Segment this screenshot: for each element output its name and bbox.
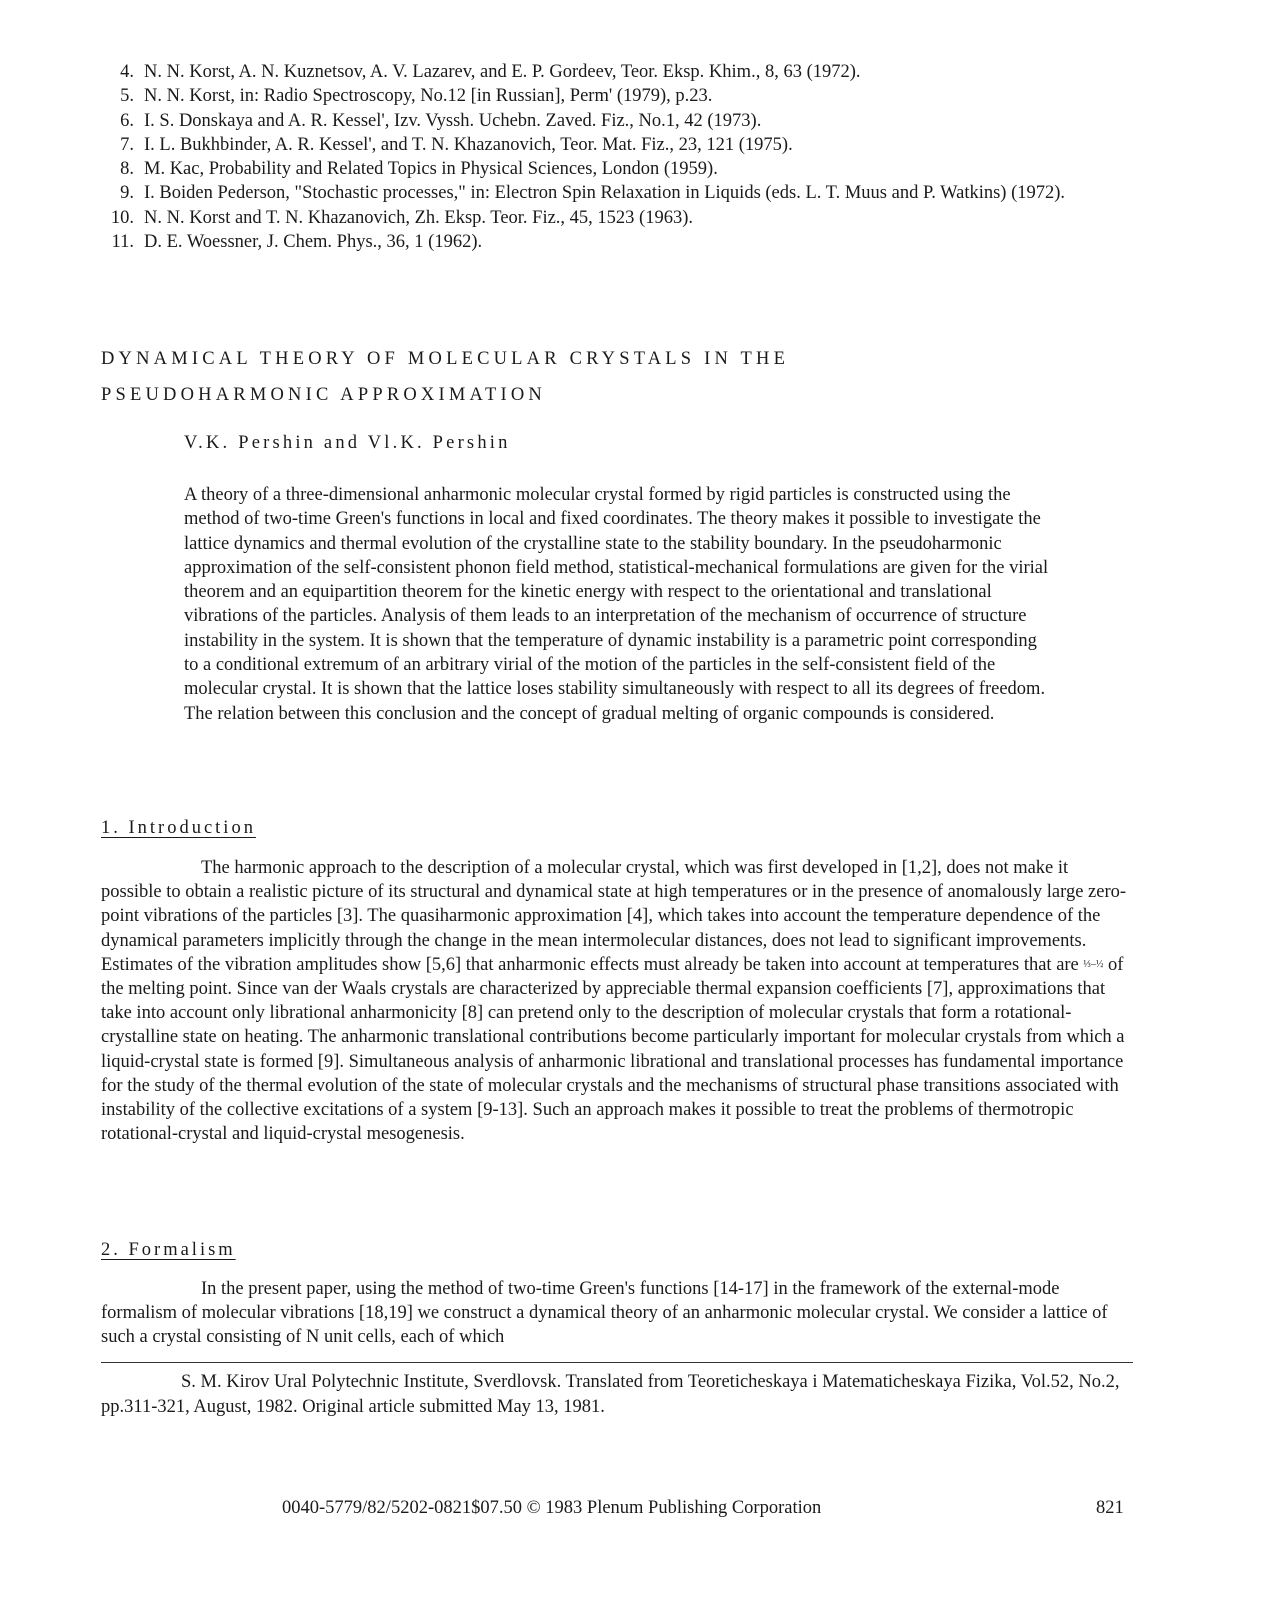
fraction-range: ⅓–½ <box>1083 958 1104 970</box>
reference-item: 8. M. Kac, Probability and Related Topics in Physical Sciences, London (1959). <box>120 159 718 180</box>
abstract-text: A theory of a three-dimensional anharmonic molecular crystal formed by rigid particles is constructed using the method of two-time Green's functions in local and fixed coordinates. The theory makes it possible to investigate the lattice dynamics and thermal evolution of the crystalline state to the stability boundary. In the pseudoharmonic approximation of the self-consistent phonon field method, statistical-mechanical formulations are given for the virial theorem and an equipartition theorem for the kinetic energy with respect to the orientational and translational vibrations of the particles. Analysis of them leads to an interpretation of the mechanism of occurrence of structure instability in the system. It is shown that the temperature of dynamic instability is a parametric point corresponding to a conditional extremum of an arbitrary virial of the motion of the particles in the self-consistent field of the molecular crystal. It is shown that the lattice loses stability simultaneously with respect to all its degrees of freedom. The relation between this conclusion and the concept of gradual melting of organic compounds is considered. <box>184 485 1049 724</box>
page-number: 821 <box>1096 1498 1124 1518</box>
reference-item: 4. N. N. Korst, A. N. Kuznetsov, A. V. Lazarev, and E. P. Gordeev, Teor. Eksp. Khim., 8, 63 (1972). <box>120 62 861 82</box>
section-heading-introduction: 1. Introduction <box>101 818 256 838</box>
reference-item: 5. N. N. Korst, in: Radio Spectroscopy, No.12 [in Russian], Perm' (1979), p.23. <box>120 86 713 107</box>
reference-list <box>104 60 1134 254</box>
article-title-line-2: PSEUDOHARMONIC APPROXIMATION <box>101 385 546 405</box>
section-heading-formalism: 2. Formalism <box>101 1240 236 1260</box>
introduction-text-part-b: of the melting point. Since van der Waals crystals are characterized by appreciable thermal expansion coefficients [7], approximations that take into account only librational anharmonicity [8] can pretend only to the description of molecular crystals that form a rotational-crystalline state on heating. The anharmonic translational contributions become particularly important for molecular crystals from which a liquid-crystal state is formed [9]. Simultaneous analysis of anharmonic librational and translational processes has fundamental importance for the study of the thermal evolution of the state of molecular crystals and the mechanisms of structural phase transitions associated with instability of the collective excitations of a system [9-13]. Such an approach makes it possible to treat the problems of thermotropic rotational-crystal and liquid-crystal mesogenesis. <box>101 954 1125 1145</box>
formalism-paragraph: In the present paper, using the method of two-time Green's functions [14-17] in the framework of the external-mode formalism of molecular vibrations [18,19] we construct a dynamical theory of an anharmonic molecular crystal. We consider a lattice of such a crystal consisting of N unit cells, each of which <box>101 1279 1108 1348</box>
introduction-text-part-a: The harmonic approach to the description of a molecular crystal, which was first developed in [1,2], does not make it possible to obtain a realistic picture of its structural and dynamical state at high temperatures or in the presence of anomalously large zero-point vibrations of the particles [3]. The quasiharmonic approximation [4], which takes into account the temperature dependence of the dynamical parameters implicitly through the change in the mean intermolecular distances, does not lead to significant improvements. Estimates of the vibration amplitudes show [5,6] that anharmonic effects must already be taken into account at temperatures that are <box>101 858 1127 975</box>
footnote: S. M. Kirov Ural Polytechnic Institute, Sverdlovsk. Translated from Teoreticheskaya i Matematicheskaya Fizika, Vol.52, No.2, pp.311-321, August, 1982. Original article submitted May 13, 1981. <box>101 1372 1120 1417</box>
abstract <box>184 483 1054 726</box>
publisher-line: 0040-5779/82/5202-0821$07.50 © 1983 Plenum Publishing Corporation <box>282 1498 822 1518</box>
reference-item: 6. I. S. Donskaya and A. R. Kessel', Izv. Vyssh. Uchebn. Zaved. Fiz., No.1, 42 (1973). <box>120 110 762 131</box>
article-authors: V.K. Pershin and Vl.K. Pershin <box>184 433 511 453</box>
reference-item: 10. N. N. Korst and T. N. Khazanovich, Zh. Eksp. Teor. Fiz., 45, 1523 (1963). <box>110 207 694 228</box>
reference-item: 9. I. Boiden Pederson, "Stochastic processes," in: Electron Spin Relaxation in Liquids (eds. L. T. Muus and P. Watkins) (1972). <box>120 183 1066 204</box>
footnote-divider <box>101 1362 1133 1363</box>
introduction-paragraph <box>101 856 1133 1146</box>
article-title-line-1: DYNAMICAL THEORY OF MOLECULAR CRYSTALS IN THE <box>101 349 790 369</box>
reference-item: 11. D. E. Woessner, J. Chem. Phys., 36, 1 (1962). <box>111 232 483 253</box>
reference-item: 7. I. L. Bukhbinder, A. R. Kessel', and T. N. Khazanovich, Teor. Mat. Fiz., 23, 121 (1975). <box>120 134 793 155</box>
